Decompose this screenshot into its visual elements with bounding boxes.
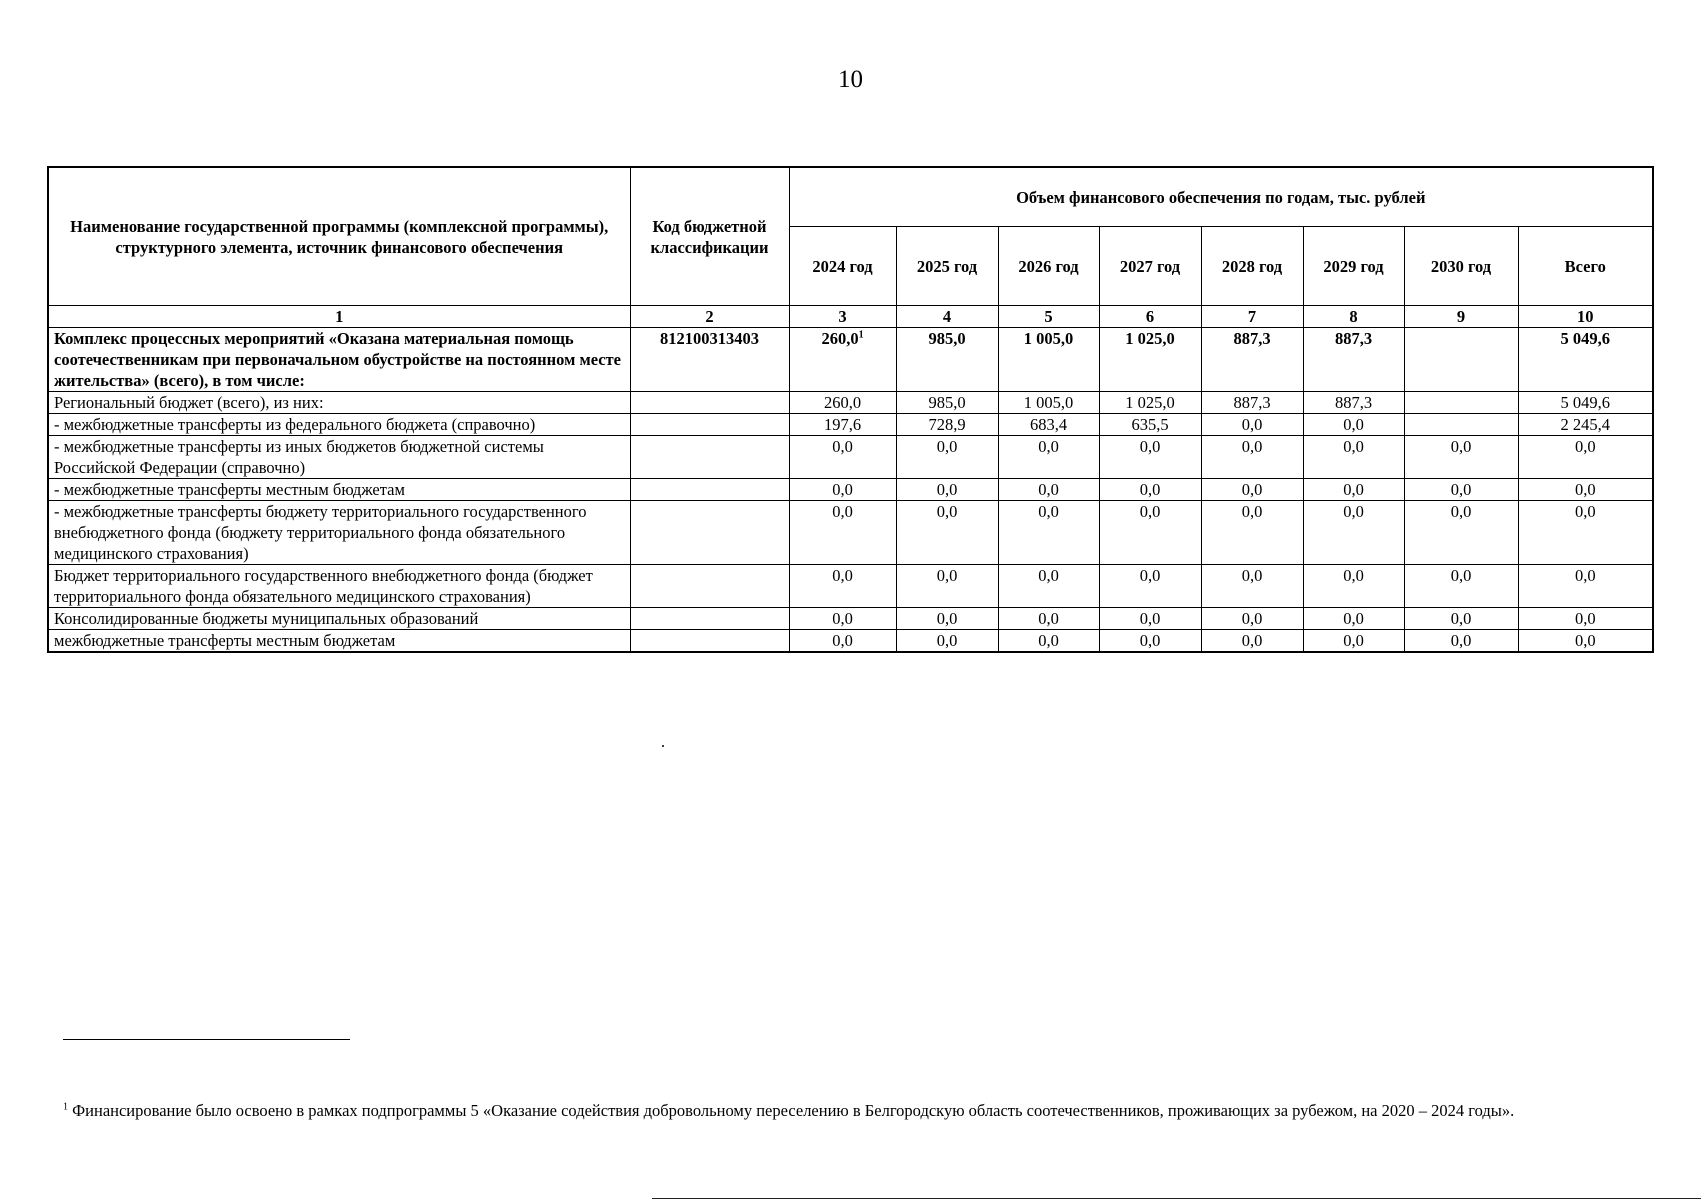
row-year-value — [1201, 608, 1303, 630]
header-year: 2026 год — [998, 227, 1099, 306]
cell-value: 0,0 — [1343, 609, 1364, 628]
row-total-value — [1518, 630, 1653, 653]
row-year-value — [1404, 436, 1518, 479]
header-year: 2029 год — [1303, 227, 1404, 306]
cell-value: 0,0 — [1038, 609, 1059, 628]
cell-value: 0,0 — [832, 609, 853, 628]
row-code — [630, 501, 789, 565]
cell-value: 0,0 — [832, 480, 853, 499]
row-year-value — [998, 565, 1099, 608]
cell-value: 0,0 — [1241, 566, 1263, 585]
cell-value: 0,0 — [1038, 437, 1059, 456]
row-year-value — [1099, 565, 1201, 608]
cell-value: 0,0 — [1450, 502, 1472, 521]
row-year-value — [1201, 436, 1303, 479]
cell-value: 0,0 — [832, 566, 853, 585]
row-year-value — [896, 565, 998, 608]
cell-value: 887,3 — [1334, 329, 1373, 348]
row-year-value — [1404, 414, 1518, 436]
cell-value: 2 245,4 — [1560, 415, 1610, 434]
row-name-cell — [48, 501, 630, 565]
cell-value: 1 005,0 — [1023, 329, 1074, 348]
row-year-value — [896, 608, 998, 630]
row-total-value — [1518, 392, 1653, 414]
row-year-value — [998, 328, 1099, 392]
cell-value: 5 049,6 — [1560, 329, 1610, 348]
column-number: 10 — [1518, 306, 1653, 328]
row-year-value — [1303, 608, 1404, 630]
header-year: 2025 год — [896, 227, 998, 306]
cell-value: 0,0 — [1343, 631, 1364, 650]
header-year: 2028 год — [1201, 227, 1303, 306]
header-year: 2030 год — [1404, 227, 1518, 306]
cell-value: 887,3 — [1233, 329, 1271, 348]
cell-value: 0,0 — [1241, 437, 1263, 456]
row-year-value — [1404, 501, 1518, 565]
cell-value: 0,0 — [1038, 566, 1059, 585]
row-year-value — [1303, 630, 1404, 653]
header-total: Всего — [1518, 227, 1653, 306]
cell-value: 5 049,6 — [1560, 393, 1610, 412]
row-year-value — [1099, 479, 1201, 501]
row-code — [630, 414, 789, 436]
page-number: 10 — [838, 66, 863, 93]
row-name-cell — [48, 392, 630, 414]
row-year-value — [1099, 630, 1201, 653]
cell-value: 0,0 — [1450, 437, 1472, 456]
column-number: 8 — [1303, 306, 1404, 328]
row-year-value — [789, 565, 896, 608]
cell-value: 0,0 — [1450, 480, 1472, 499]
cell-value: 887,3 — [1233, 393, 1271, 412]
row-year-value — [789, 392, 896, 414]
row-year-value — [789, 436, 896, 479]
table-row — [48, 328, 1653, 392]
footnote-marker: 1 — [63, 1101, 68, 1113]
row-year-value — [1404, 608, 1518, 630]
cell-value: 887,3 — [1334, 393, 1373, 412]
row-code — [630, 608, 789, 630]
row-code — [630, 479, 789, 501]
row-year-value — [1099, 414, 1201, 436]
row-year-value — [1201, 630, 1303, 653]
cell-value: 260,0 — [823, 393, 862, 412]
cell-value: 0,0 — [1343, 502, 1364, 521]
row-name: Бюджет территориального государственного внебюджетного фонда (бюджет территориального фонда обязательного медицинского страхования) — [54, 566, 593, 606]
row-code — [630, 565, 789, 608]
cell-value: 197,6 — [823, 415, 862, 434]
row-year-value — [896, 501, 998, 565]
row-year-value — [1404, 479, 1518, 501]
cell-value: 0,0 — [936, 609, 958, 628]
cell-value: 0,0 — [1241, 502, 1263, 521]
column-number: 5 — [998, 306, 1099, 328]
row-total-value — [1518, 436, 1653, 479]
row-name: Комплекс процессных мероприятий «Оказана материальная помощь соотечественникам при первоначальном обустройстве на постоянном месте жительства» (всего), в том числе: — [54, 329, 621, 390]
row-name-cell — [48, 436, 630, 479]
cell-value: 0,0 — [1574, 437, 1596, 456]
row-name-cell — [48, 479, 630, 501]
row-total-value — [1518, 608, 1653, 630]
scan-edge-line — [652, 1198, 1701, 1199]
table-row — [48, 608, 1653, 630]
cell-value: 985,0 — [928, 329, 966, 348]
row-year-value — [1303, 436, 1404, 479]
row-year-value — [1404, 630, 1518, 653]
row-year-value — [1201, 501, 1303, 565]
financing-table — [47, 166, 1654, 653]
row-name: межбюджетные трансферты местным бюджетам — [54, 631, 396, 650]
header-volume-group: Объем финансового обеспечения по годам, тыс. рублей — [789, 167, 1653, 227]
cell-value: 0,0 — [1343, 480, 1364, 499]
cell-value: 0,0 — [1343, 437, 1364, 456]
cell-value: 0,0 — [1450, 631, 1472, 650]
header-code-column: Код бюджетной классификации — [630, 167, 789, 306]
header-year: 2024 год — [789, 227, 896, 306]
footnote — [63, 1100, 1563, 1122]
row-year-value — [1099, 608, 1201, 630]
table-body — [48, 306, 1653, 653]
row-total-value — [1518, 479, 1653, 501]
row-year-value — [789, 630, 896, 653]
row-total-value — [1518, 501, 1653, 565]
row-year-value — [1201, 328, 1303, 392]
row-year-value — [1201, 392, 1303, 414]
row-year-value — [998, 392, 1099, 414]
header-name-column: Наименование государственной программы (комплексной программы), структурного элемента, источник финансового обеспечения — [48, 167, 630, 306]
row-year-value — [789, 501, 896, 565]
row-year-value — [789, 414, 896, 436]
table-row — [48, 414, 1653, 436]
cell-value: 0,0 — [936, 480, 958, 499]
cell-value: 683,4 — [1029, 415, 1068, 434]
cell-value: 0,0 — [832, 502, 853, 521]
header-year: 2027 год — [1099, 227, 1201, 306]
row-code — [630, 436, 789, 479]
cell-value: 0,0 — [832, 631, 853, 650]
cell-value: 1 025,0 — [1125, 393, 1175, 412]
row-name: - межбюджетные трансферты местным бюджетам — [54, 480, 405, 499]
row-year-value — [1303, 414, 1404, 436]
row-year-value — [1303, 328, 1404, 392]
cell-value: 985,0 — [928, 393, 966, 412]
row-year-value — [896, 630, 998, 653]
row-total-value — [1518, 414, 1653, 436]
table-row — [48, 630, 1653, 653]
column-number: 6 — [1099, 306, 1201, 328]
footnote-reference: 1 — [858, 329, 864, 341]
row-year-value — [1099, 328, 1201, 392]
row-year-value — [896, 479, 998, 501]
cell-value: 0,0 — [1038, 631, 1059, 650]
row-year-value — [789, 328, 896, 392]
row-year-value — [1201, 479, 1303, 501]
row-year-value — [998, 414, 1099, 436]
cell-value: 0,0 — [1343, 566, 1364, 585]
table-row — [48, 436, 1653, 479]
row-name: - межбюджетные трансферты из иных бюджетов бюджетной системы Российской Федерации (справочно) — [54, 437, 544, 477]
cell-value: 260,0 — [821, 329, 859, 348]
footnote-divider — [63, 1039, 350, 1040]
row-year-value — [998, 436, 1099, 479]
column-number: 4 — [896, 306, 998, 328]
row-name-cell — [48, 630, 630, 653]
table-row — [48, 501, 1653, 565]
cell-value: 0,0 — [1574, 480, 1596, 499]
row-name-cell — [48, 414, 630, 436]
row-year-value — [1099, 392, 1201, 414]
row-year-value — [789, 479, 896, 501]
row-name-cell — [48, 328, 630, 392]
table-row — [48, 392, 1653, 414]
cell-value: 0,0 — [1574, 631, 1596, 650]
row-name: - межбюджетные трансферты бюджету территориального государственного внебюджетного фонда (бюджету территориального фонда обязательного медицинского страхования) — [54, 502, 587, 563]
cell-value: 0,0 — [936, 566, 958, 585]
cell-value: 0,0 — [1038, 502, 1059, 521]
row-year-value — [896, 436, 998, 479]
row-year-value — [1404, 328, 1518, 392]
table-row — [48, 479, 1653, 501]
cell-value: 0,0 — [1241, 480, 1263, 499]
cell-value: 0,0 — [1450, 566, 1472, 585]
row-year-value — [1303, 501, 1404, 565]
column-number-row — [48, 306, 1653, 328]
scan-dot — [662, 745, 664, 747]
row-year-value — [1404, 565, 1518, 608]
cell-value: 0,0 — [1139, 631, 1161, 650]
column-number: 9 — [1404, 306, 1518, 328]
cell-value: 635,5 — [1131, 415, 1169, 434]
cell-value: 0,0 — [1574, 609, 1596, 628]
row-year-value — [1099, 501, 1201, 565]
row-year-value — [998, 479, 1099, 501]
row-year-value — [789, 608, 896, 630]
cell-value: 0,0 — [1574, 502, 1596, 521]
row-name: Консолидированные бюджеты муниципальных образований — [54, 609, 479, 628]
cell-value: 0,0 — [936, 631, 958, 650]
row-year-value — [1303, 479, 1404, 501]
row-year-value — [1303, 392, 1404, 414]
row-name: - межбюджетные трансферты из федерального бюджета (справочно) — [54, 415, 536, 434]
row-year-value — [1099, 436, 1201, 479]
row-year-value — [896, 328, 998, 392]
column-number: 3 — [789, 306, 896, 328]
row-year-value — [896, 392, 998, 414]
row-total-value — [1518, 565, 1653, 608]
row-year-value — [998, 608, 1099, 630]
table-row — [48, 565, 1653, 608]
cell-value: 0,0 — [1139, 566, 1161, 585]
row-name-cell — [48, 565, 630, 608]
column-number: 2 — [630, 306, 789, 328]
row-year-value — [998, 630, 1099, 653]
cell-value: 0,0 — [936, 502, 958, 521]
row-year-value — [1201, 565, 1303, 608]
column-number: 1 — [48, 306, 630, 328]
row-code — [630, 630, 789, 653]
row-name: Региональный бюджет (всего), из них: — [54, 393, 324, 412]
row-code — [630, 392, 789, 414]
cell-value: 0,0 — [936, 437, 958, 456]
cell-value: 1 005,0 — [1023, 393, 1074, 412]
cell-value: 0,0 — [1574, 566, 1596, 585]
cell-value: 0,0 — [1139, 480, 1161, 499]
row-name-cell — [48, 608, 630, 630]
cell-value: 0,0 — [1241, 609, 1263, 628]
cell-value: 1 025,0 — [1125, 329, 1175, 348]
row-code: 812100313403 — [630, 328, 789, 392]
row-total-value — [1518, 328, 1653, 392]
cell-value: 0,0 — [1343, 415, 1364, 434]
row-year-value — [1404, 392, 1518, 414]
row-year-value — [1303, 565, 1404, 608]
row-year-value — [896, 414, 998, 436]
cell-value: 0,0 — [1139, 609, 1161, 628]
cell-value: 728,9 — [928, 415, 966, 434]
cell-value: 0,0 — [1241, 415, 1263, 434]
footnote-text: Финансирование было освоено в рамках подпрограммы 5 «Оказание содействия добровольному переселению в Белгородскую область соотечественников, проживающих за рубежом, на 2020 – 2024 годы». — [72, 1101, 1515, 1120]
cell-value: 0,0 — [1450, 609, 1472, 628]
cell-value: 0,0 — [832, 437, 853, 456]
cell-value: 0,0 — [1139, 437, 1161, 456]
row-year-value — [1201, 414, 1303, 436]
cell-value: 0,0 — [1241, 631, 1263, 650]
cell-value: 0,0 — [1038, 480, 1059, 499]
column-number: 7 — [1201, 306, 1303, 328]
row-year-value — [998, 501, 1099, 565]
cell-value: 0,0 — [1139, 502, 1161, 521]
